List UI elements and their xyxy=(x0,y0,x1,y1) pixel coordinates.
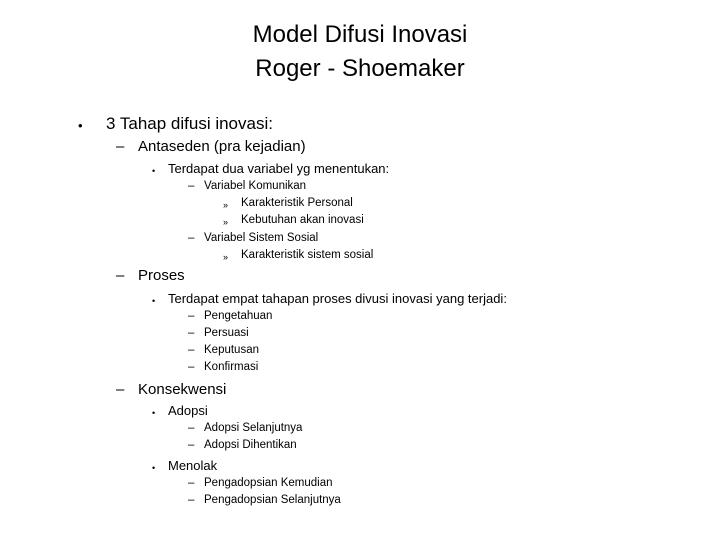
dash-marker: – xyxy=(188,310,195,322)
proses-stage-item: Keputusan xyxy=(204,344,259,356)
dash-marker: – xyxy=(188,361,195,373)
bullet-marker: • xyxy=(152,166,156,176)
raquo-marker: » xyxy=(223,200,229,210)
dash-marker: – xyxy=(188,344,195,356)
raquo-marker: » xyxy=(223,252,229,262)
title-line-1: Model Difusi Inovasi xyxy=(252,21,468,48)
main-point: 3 Tahap difusi inovasi: xyxy=(106,114,273,133)
variabel-sistem-sosial: Variabel Sistem Sosial xyxy=(204,232,319,244)
bullet-marker: • xyxy=(152,296,156,306)
karakteristik-sistem-sosial: Karakteristik sistem sosial xyxy=(241,249,374,261)
adopsi-item: Adopsi Dihentikan xyxy=(204,439,297,451)
dash-marker: – xyxy=(116,381,125,398)
dash-marker: – xyxy=(188,327,195,339)
proses-stage-item: Pengetahuan xyxy=(204,310,273,322)
dash-marker: – xyxy=(188,439,195,451)
dash-marker: – xyxy=(188,422,195,434)
konsekwensi-adopsi: Adopsi xyxy=(168,403,208,418)
menolak-item: Pengadopsian Selanjutnya xyxy=(204,494,341,506)
bullet-marker: • xyxy=(78,118,83,133)
proses-stage-item: Persuasi xyxy=(204,327,249,339)
proses-stage-item: Konfirmasi xyxy=(204,361,259,373)
raquo-marker: » xyxy=(223,217,229,227)
konsekwensi-menolak: Menolak xyxy=(168,458,218,473)
variabel-komunikan: Variabel Komunikan xyxy=(204,180,307,192)
dash-marker: – xyxy=(188,494,195,506)
dash-marker: – xyxy=(188,232,195,244)
karakteristik-personal: Karakteristik Personal xyxy=(241,197,353,209)
adopsi-item: Adopsi Selanjutnya xyxy=(204,422,303,434)
stage-antaseden: Antaseden (pra kejadian) xyxy=(138,138,306,155)
bullet-marker: • xyxy=(152,463,156,473)
kebutuhan-inovasi: Kebutuhan akan inovasi xyxy=(241,214,364,226)
stage-proses: Proses xyxy=(138,267,185,284)
bullet-marker: • xyxy=(152,408,156,418)
dash-marker: – xyxy=(188,477,195,489)
title-line-2: Roger - Shoemaker xyxy=(255,55,465,82)
stage-konsekwensi: Konsekwensi xyxy=(138,381,227,398)
dash-marker: – xyxy=(116,267,125,284)
dash-marker: – xyxy=(188,180,195,192)
antaseden-bullet: Terdapat dua variabel yg menentukan: xyxy=(168,161,390,176)
proses-bullet: Terdapat empat tahapan proses divusi inovasi yang terjadi: xyxy=(168,291,507,306)
dash-marker: – xyxy=(116,138,125,155)
menolak-item: Pengadopsian Kemudian xyxy=(204,477,333,489)
